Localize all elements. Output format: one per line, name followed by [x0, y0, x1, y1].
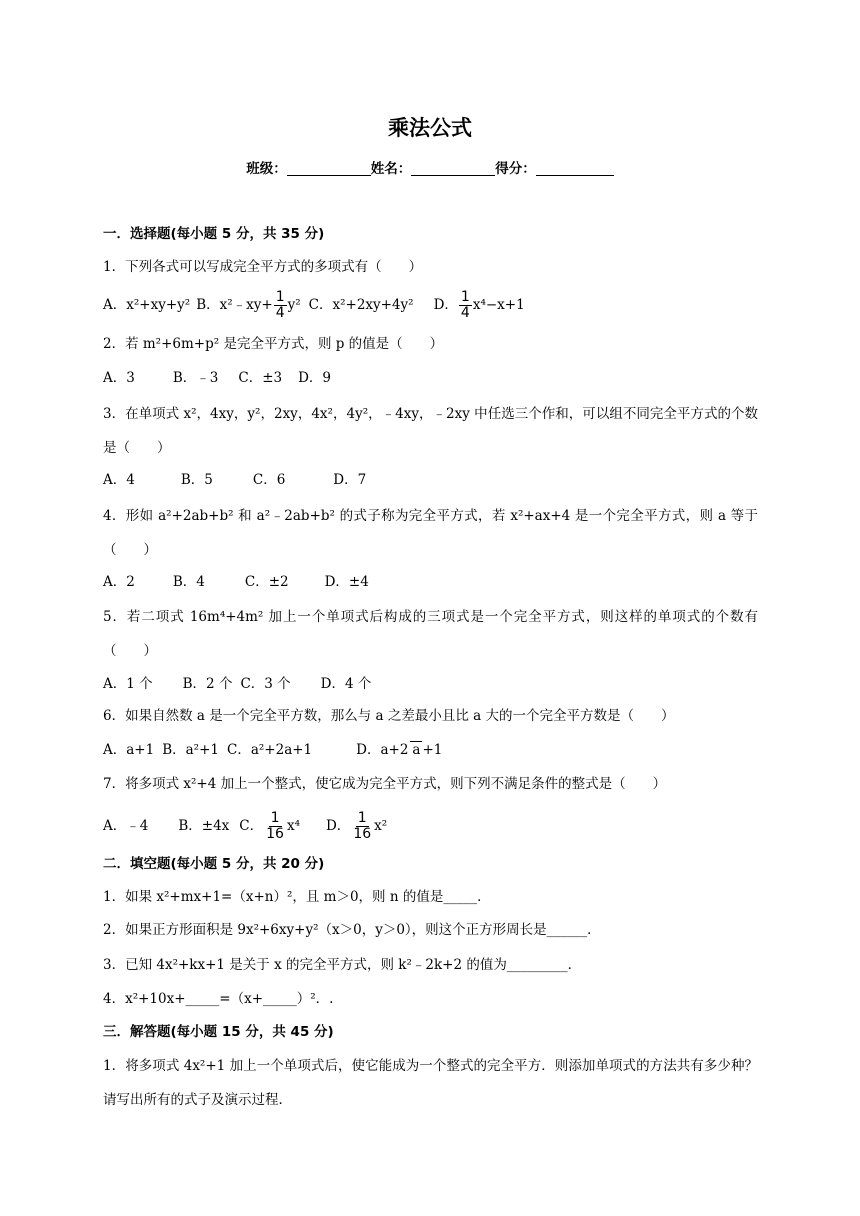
option-d: D．4 个: [320, 676, 372, 692]
option-c: C． $\frac{1}{16}$ x⁴: [239, 810, 300, 842]
name-label: 姓名：: [370, 161, 412, 177]
option-d: D．a+2 a +1: [356, 742, 443, 758]
fill-question-3: 3．已知 4x²+kx+1 是关于 x 的完全平方式，则 k²﹣2k+2 的值为_________．: [103, 957, 582, 973]
option-d: D．9: [298, 370, 332, 386]
option-a: A．﹣4: [103, 818, 149, 834]
score-blank: [536, 161, 614, 176]
option-d: D． $\frac{1}{16}$ x²: [325, 810, 388, 842]
question-3-stem: 3．在单项式 x²，4xy，y²，2xy，4x²，4y²，﹣4xy，﹣2xy 中任选三个作和，可以组不同完全平方式的个数是（ ）: [103, 406, 758, 456]
fraction: $\frac{1}{16}$: [266, 810, 284, 842]
question-6-options: [103, 740, 442, 760]
option-b: B．5: [180, 472, 213, 488]
square-root: a: [412, 742, 421, 758]
option-d: D．7: [333, 472, 367, 488]
question-6-stem: 6．如果自然数 a 是一个完全平方数，那么与 a 之差最小且比 a 大的一个完全平方数是（ ）: [103, 708, 675, 724]
class-label: 班级：: [246, 161, 287, 177]
question-4-options: [103, 572, 369, 592]
name-blank: [411, 161, 495, 176]
section-heading-fill: 二．填空题(每小题 5 分，共 20 分): [103, 856, 325, 872]
option-b: B．4: [172, 574, 205, 590]
fraction: $\frac{1}{16}$: [353, 810, 372, 842]
option-b: B．﹣3: [172, 370, 219, 386]
fraction: $\frac{1}{4}$: [460, 289, 470, 321]
fraction: $\frac{1}{4}$: [275, 289, 285, 321]
question-4-stem: 4．形如 a²+2ab+b² 和 a²﹣2ab+b² 的式子称为完全平方式，若 x²+ax+4 是一个完全平方式，则 a 等于（ ）: [103, 508, 758, 558]
class-blank: [287, 161, 371, 176]
option-a: A．a+1: [103, 742, 155, 758]
option-d: D． $\frac{1}{4}$ x⁴−x+1: [433, 289, 525, 321]
option-c: C．6: [252, 472, 286, 488]
option-b: B．±4x: [178, 818, 230, 834]
option-c: C．x²+2xy+4y²: [308, 297, 414, 313]
score-label: 得分：: [495, 161, 536, 177]
fill-question-4: 4．x²+10x+_____=（x+_____）²．.: [103, 991, 334, 1007]
question-7-stem: 7．将多项式 x²+4 加上一个整式，使它成为完全平方式，则下列不满足条件的整式是（ ）: [103, 776, 667, 792]
question-5-options: [103, 674, 371, 694]
option-c: C．3 个: [240, 676, 291, 692]
fill-question-1: 1．如果 x²+mx+1=（x+n）²，且 m＞0，则 n 的值是_____．: [103, 889, 491, 905]
option-a: A．x²+xy+y²: [103, 297, 191, 313]
option-c: C．±3: [238, 370, 283, 386]
option-a: A．3: [103, 370, 135, 386]
option-b: B．2 个: [182, 676, 233, 692]
option-c: C．a²+2a+1: [227, 742, 313, 758]
option-d: D．±4: [324, 574, 369, 590]
option-a: A．2: [103, 574, 135, 590]
option-b: B．x²﹣xy+ $\frac{1}{4}$ y²: [196, 289, 301, 321]
page-title: 乘法公式: [388, 116, 472, 140]
option-b: B．a²+1: [162, 742, 219, 758]
question-5-stem: 5．若二项式 16m⁴+4m² 加上一个单项式后构成的三项式是一个完全平方式，则这样的单项式的个数有（ ）: [103, 609, 758, 659]
answer-question-1: 1．将多项式 4x²+1 加上一个单项式后，使它能成为一个整式的完全平方．则添加单项式的方法共有多少种？请写出所有的式子及演示过程．: [103, 1058, 758, 1108]
option-a: A．1 个: [103, 676, 153, 692]
question-1-options: [103, 290, 525, 321]
question-2-stem: 2．若 m²+6m+p² 是完全平方式，则 p 的值是（ ）: [103, 336, 444, 352]
option-a: A．4: [103, 472, 135, 488]
question-3-options: [103, 470, 366, 490]
section-heading-answer: 三．解答题(每小题 15 分，共 45 分): [103, 1024, 334, 1040]
option-c: C．±2: [244, 574, 289, 590]
fill-question-2: 2．如果正方形面积是 9x²+6xy+y²（x＞0，y＞0），则这个正方形周长是______．: [103, 922, 601, 938]
question-2-options: [103, 368, 331, 388]
section-heading-choice: 一．选择题(每小题 5 分，共 35 分): [103, 226, 325, 242]
student-info-row: [0, 157, 860, 177]
question-1-stem: 1．下列各式可以写成完全平方式的多项式有（ ）: [103, 259, 423, 275]
question-7-options: [103, 811, 387, 842]
